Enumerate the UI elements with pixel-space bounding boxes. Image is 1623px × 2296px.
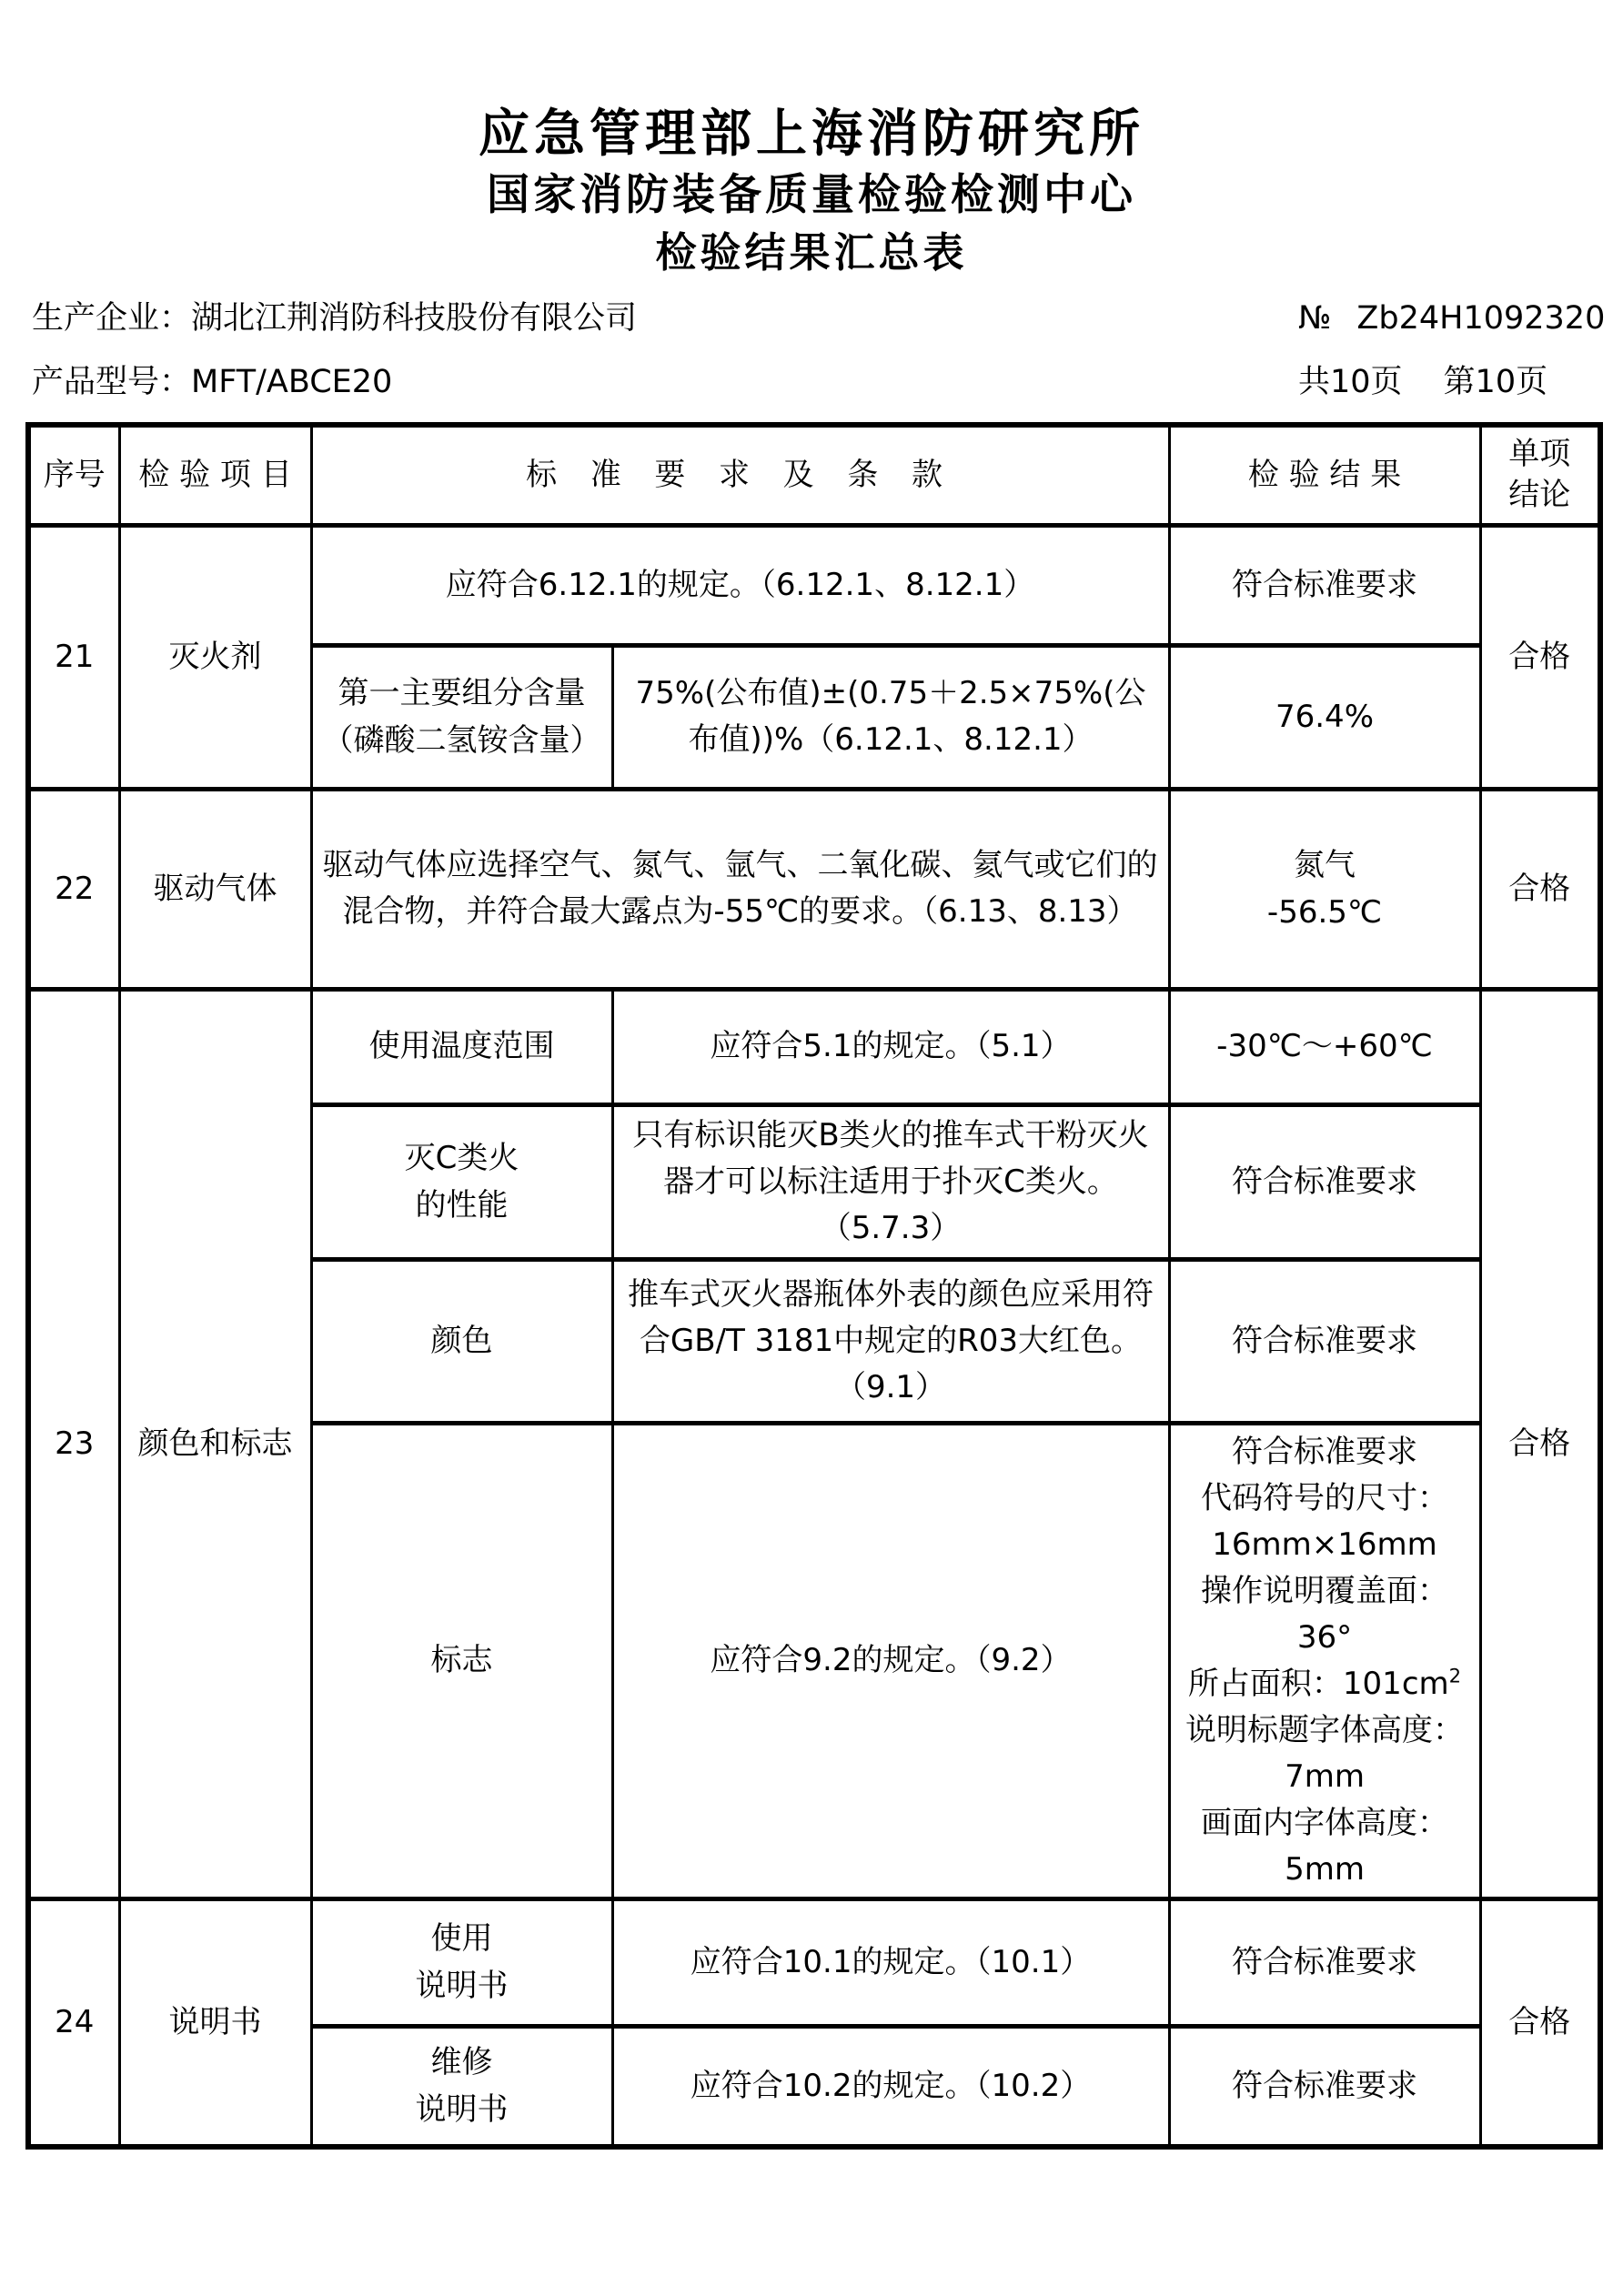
result-cell: 符合标准要求 <box>1169 1259 1480 1423</box>
result-line <box>1178 1661 1472 1707</box>
sub-item-line1: 第一主要组分含量 <box>338 674 586 711</box>
area-superscript: 2 <box>1448 1664 1462 1687</box>
requirement-cell: 75%(公布值)±(0.75＋2.5×75%(公布值))%（6.12.1、8.12.1） <box>612 645 1169 789</box>
table-row <box>28 989 1600 1104</box>
item-cell-22: 驱动气体 <box>119 789 311 989</box>
sub-item-line2: （磷酸二氢铵含量） <box>322 722 601 760</box>
pages-total: 共10页 <box>1298 364 1403 401</box>
header-conclusion <box>1480 425 1600 525</box>
sub-item-cell: 标志 <box>311 1423 612 1898</box>
result-cell: -30℃～+60℃ <box>1169 989 1480 1104</box>
result-line: 操作说明覆盖面： <box>1201 1572 1448 1609</box>
header-conclusion-line2: 结论 <box>1508 477 1571 514</box>
requirement-cell: 应符合9.2的规定。（9.2） <box>612 1423 1169 1898</box>
manufacturer-value: 湖北江荆消防科技股份有限公司 <box>191 300 638 337</box>
sub-item-cell: 使用温度范围 <box>311 989 612 1104</box>
serial-cell-23: 23 <box>28 989 119 1898</box>
inspection-results-table <box>25 422 1603 2150</box>
report-number <box>1298 297 1605 340</box>
result-cell: 76.4% <box>1169 645 1480 789</box>
sub-item-line2: 的性能 <box>415 1187 509 1224</box>
requirement-cell: 应符合10.2的规定。（10.2） <box>612 2026 1169 2147</box>
requirement-cell <box>612 1259 1169 1423</box>
item-cell-24: 说明书 <box>119 1898 311 2147</box>
conclusion-cell-23: 合格 <box>1480 989 1600 1898</box>
header-serial: 序号 <box>28 425 119 525</box>
table-row <box>28 789 1600 989</box>
result-line2: -56.5℃ <box>1266 894 1383 931</box>
sub-item-cell <box>311 1898 612 2026</box>
requirement-cell: 应符合10.1的规定。（10.1） <box>612 1898 1169 2026</box>
numero-icon: № <box>1298 300 1332 337</box>
requirement-cell: 应符合6.12.1的规定。（6.12.1、8.12.1） <box>311 525 1169 645</box>
report-number-value: Zb24H1092320 <box>1356 300 1606 337</box>
sub-item-cell <box>311 2026 612 2147</box>
result-line: 代码符号的尺寸： <box>1201 1479 1448 1516</box>
document-title: 检验结果汇总表 <box>655 228 968 277</box>
requirement-clause: （5.7.3） <box>820 1209 962 1246</box>
result-line: 符合标准要求 <box>1232 1433 1417 1470</box>
sub-item-cell <box>311 645 612 789</box>
requirement-cell: 驱动气体应选择空气、氮气、氩气、二氧化碳、氦气或它们的混合物，并符合最大露点为-55℃的要求。（6.13、8.13） <box>311 789 1169 989</box>
result-line1: 氮气 <box>1294 846 1356 883</box>
item-cell-23: 颜色和标志 <box>119 989 311 1898</box>
pagination <box>1298 360 1547 404</box>
center-title: 国家消防装备质量检验检测中心 <box>487 170 1136 221</box>
sub-item-cell: 颜色 <box>311 1259 612 1423</box>
table-header-row <box>28 425 1600 525</box>
serial-cell-21: 21 <box>28 525 119 789</box>
conclusion-cell-22: 合格 <box>1480 789 1600 989</box>
result-line: 7mm <box>1285 1757 1365 1795</box>
sub-item-cell <box>311 1104 612 1259</box>
model-line <box>32 360 1623 404</box>
requirement-text: 只有标识能灭B类火的推车式干粉灭火器才可以标注适用于扑灭C类火。 <box>632 1116 1149 1200</box>
manufacturer-label: 生产企业： <box>32 300 192 337</box>
result-cell: 符合标准要求 <box>1169 1104 1480 1259</box>
requirement-cell: 应符合5.1的规定。（5.1） <box>612 989 1169 1104</box>
result-line: 说明标题字体高度： <box>1185 1711 1464 1748</box>
requirement-cell <box>612 1104 1169 1259</box>
result-line: 画面内字体高度： <box>1201 1804 1448 1841</box>
header-result: 检 验 结 果 <box>1169 425 1480 525</box>
table-row <box>28 525 1600 645</box>
result-cell <box>1169 789 1480 989</box>
result-cell: 符合标准要求 <box>1169 2026 1480 2147</box>
item-cell-21: 灭火剂 <box>119 525 311 789</box>
header-requirement: 标 准 要 求 及 条 款 <box>311 425 1169 525</box>
sub-item-line2: 说明书 <box>415 1968 509 2005</box>
conclusion-cell-21: 合格 <box>1480 525 1600 789</box>
sub-item-line2: 说明书 <box>415 2091 509 2129</box>
model-value: MFT/ABCE20 <box>191 364 393 401</box>
requirement-text: 推车式灭火器瓶体外表的颜色应采用符合GB/T 3181中规定的R03大红色。 <box>628 1275 1154 1359</box>
sub-item-line1: 维修 <box>430 2043 493 2080</box>
page-current: 第10页 <box>1443 364 1548 401</box>
serial-cell-24: 24 <box>28 1898 119 2147</box>
sub-item-line1: 使用 <box>430 1919 493 1957</box>
conclusion-cell-24: 合格 <box>1480 1898 1600 2147</box>
result-line: 36° <box>1296 1618 1353 1656</box>
serial-cell-22: 22 <box>28 789 119 989</box>
manufacturer-line <box>32 297 1623 340</box>
table-row <box>28 1898 1600 2026</box>
org-title: 应急管理部上海消防研究所 <box>479 105 1144 164</box>
model-label: 产品型号： <box>32 364 192 401</box>
result-cell: 符合标准要求 <box>1169 525 1480 645</box>
requirement-clause: （9.1） <box>834 1368 947 1405</box>
header-conclusion-line1: 单项 <box>1508 435 1571 472</box>
result-cell: 符合标准要求 <box>1169 1898 1480 2026</box>
area-value: 所占面积：101cm <box>1187 1665 1449 1702</box>
result-line: 16mm×16mm <box>1212 1526 1437 1563</box>
sub-item-line1: 灭C类火 <box>404 1139 519 1176</box>
result-line: 5mm <box>1285 1850 1365 1888</box>
header-item: 检 验 项 目 <box>119 425 311 525</box>
title-block <box>0 0 1623 277</box>
result-cell <box>1169 1423 1480 1898</box>
